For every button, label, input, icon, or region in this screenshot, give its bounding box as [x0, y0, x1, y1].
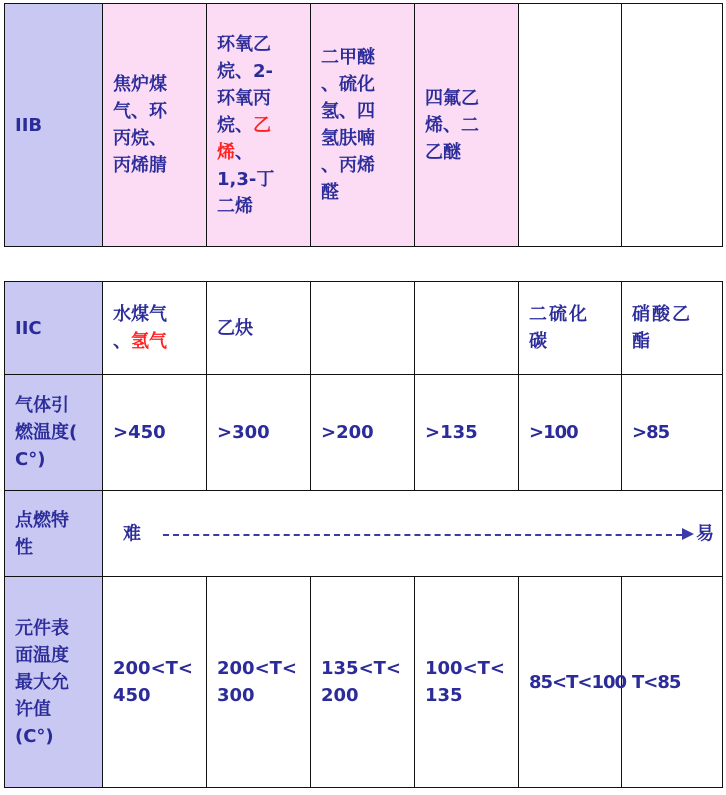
ignite-property-label: 点燃特 性	[5, 491, 103, 577]
iic-empty-cell-4	[415, 282, 519, 375]
dashed-arrow-line	[163, 534, 682, 536]
ignite-arrow-cell	[103, 491, 723, 577]
iic-gas-cell-5: 二硫化 碳	[519, 282, 622, 375]
easy-label: 易	[696, 523, 714, 544]
surface-temp-value: 200<T< 450	[103, 577, 207, 788]
iic-gas-cell-2: 乙炔	[207, 282, 311, 375]
iic-gas-cell-6: 硝酸乙 酯	[622, 282, 723, 375]
ignition-temp-value: >85	[622, 375, 723, 491]
ignition-temp-label: 气体引 燃温度( C°)	[5, 375, 103, 491]
ignition-temp-value: >450	[103, 375, 207, 491]
ethylene-highlight: 乙	[253, 114, 271, 136]
iic-label: IIC	[5, 282, 103, 375]
iib-gas-cell-4: 四氟乙 烯、二 乙醚	[415, 4, 519, 247]
iib-gas-cell-3: 二甲醚 、硫化 氢、四 氢肤喃 、丙烯 醛	[311, 4, 415, 247]
iic-table	[4, 281, 723, 788]
iib-gas-cell-2: 环氧乙 烷、2- 环氧丙 烷、乙 烯、 1,3-丁 二烯	[207, 4, 311, 247]
iib-gas-cell-1: 焦炉煤 气、环 丙烷、 丙烯腈	[103, 4, 207, 247]
iib-label: IIB	[5, 4, 103, 247]
ignition-temp-value: >100	[519, 375, 622, 491]
hydrogen-highlight: 氢气	[131, 331, 167, 352]
hard-label: 难	[123, 523, 141, 544]
surface-temp-value: T<85	[622, 577, 723, 788]
surface-temp-value: 135<T< 200	[311, 577, 415, 788]
iib-empty-cell-5	[519, 4, 622, 247]
iib-table	[4, 3, 723, 247]
ignition-temp-value: >200	[311, 375, 415, 491]
surface-temp-value: 200<T< 300	[207, 577, 311, 788]
surface-temp-value: 85<T<100	[519, 577, 622, 788]
surface-temp-value: 100<T< 135	[415, 577, 519, 788]
iib-empty-cell-6	[622, 4, 723, 247]
iic-gas-cell-1: 水煤气 、氢气	[103, 282, 207, 375]
arrow-right-icon	[682, 528, 694, 540]
surface-temp-label: 元件表 面温度 最大允 许值 (C°)	[5, 577, 103, 788]
ignition-temp-value: >135	[415, 375, 519, 491]
ignition-temp-value: >300	[207, 375, 311, 491]
iic-empty-cell-3	[311, 282, 415, 375]
